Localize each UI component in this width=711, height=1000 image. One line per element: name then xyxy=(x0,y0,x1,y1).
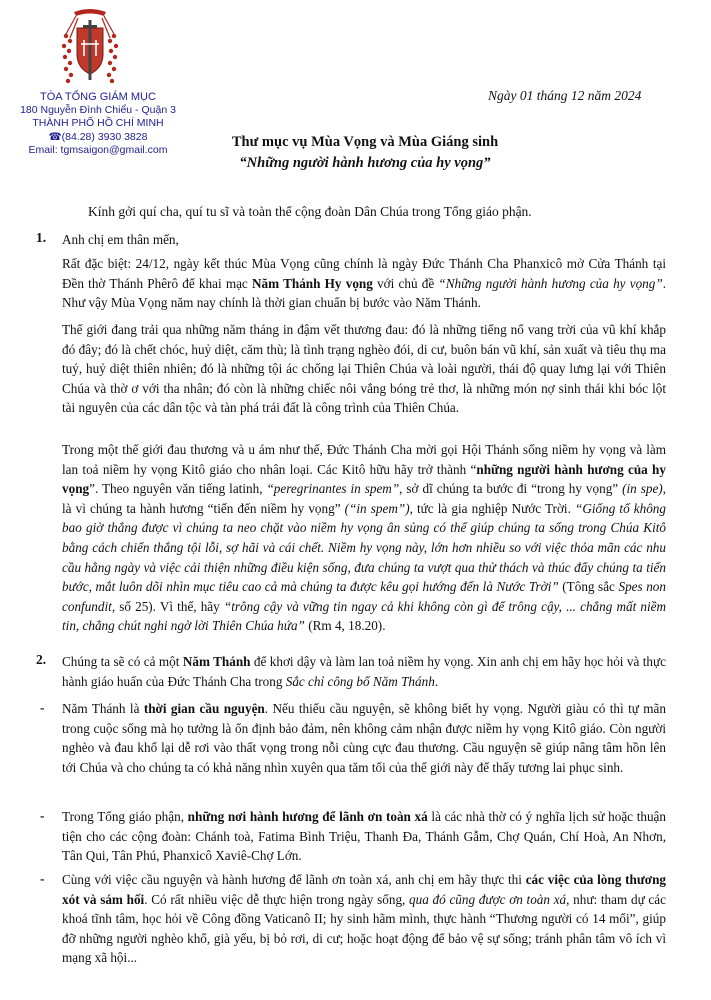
paragraph-jubilee-year: Chúng ta sẽ có cả một Năm Thánh để khơi dậy và làm lan toả niềm hy vọng. Xin anh chị em hãy học hỏi và thực hành giáo huấn của Đức Thánh Cha trong Sắc chỉ công bố Năm Thánh. xyxy=(62,654,666,689)
organization-city: THÀNH PHỐ HỒ CHÍ MINH xyxy=(32,117,164,130)
section-number-1: 1. xyxy=(36,230,47,245)
letter-title: Thư mục vụ Mùa Vọng và Mùa Giáng sinh xyxy=(231,134,499,150)
organization-address: 180 Nguyễn Đình Chiểu - Quận 3 xyxy=(20,104,176,117)
greeting: Kính gởi quí cha, quí tu sĩ và toàn thể cộng đoàn Dân Chúa trong Tổng giáo phận. xyxy=(88,204,532,219)
paragraph-pilgrimage-sites: Trong Tổng giáo phận, những nơi hành hương để lãnh ơn toàn xá là các nhà thờ có ý nghĩa lịch sử hoặc thuận tiện cho các cộng đoàn: Chánh toà, Fatima Bình Triệu, Thanh Đa, Thánh Gẫm, Chợ Quán, Chí Hoà, An Nhơn, Tân Qui, Tân Phú, Phanxicô Xaviê-Chợ Lớn. xyxy=(62,809,666,864)
bullet-dash: - xyxy=(40,700,45,715)
letter-subtitle: “Những người hành hương của hy vọng” xyxy=(239,155,491,171)
organization-phone: ☎(84.28) 3930 3828 xyxy=(48,130,148,143)
paragraph-world-wounds: Thế giới đang trải qua những năm tháng in đậm vết thương đau: đó là những tiếng nổ vang trời của vũ khí khắp đó đây; đó là chết chóc, huỷ diệt, căm thù; là tình trạng nghèo đói, di cư, buôn bán vũ khí, sản xuất và tiêu thụ ma tuý, huỷ diệt thiên nhiên; đó là những tội ác chống lại Thiên Chúa và loài người, thái độ quay lưng lại với Thiên Chúa và thờ ơ với tha nhân; đó còn là những chiếc nôi vắng bóng trẻ thơ, là những món nợ sinh thái khi bóc lột tài nguyên của các dân tộc và tàn phá trái đất là công trình của Thiên Chúa. xyxy=(62,322,666,416)
bullet-dash: - xyxy=(40,808,45,823)
section-number-2: 2. xyxy=(36,652,47,667)
organization-email: Email: tgmsaigon@gmail.com xyxy=(28,143,168,156)
section-1-salutation: Anh chị em thân mến, xyxy=(62,232,179,247)
paragraph-pilgrims-of-hope: Trong một thế giới đau thương và u ám như thế, Đức Thánh Cha mời gọi Hội Thánh sống niềm hy vọng và làm lan toả niềm hy vọng Kitô giáo cho nhân loại. Các Kitô hữu hãy trở thành “những người hành hương của hy vọng”. Theo nguyên văn tiếng latinh, “peregrinantes in spem”, sở dĩ chúng ta bước đi “trong hy vọng” (in spe), là vì chúng ta hành hương “tiến đến niềm hy vọng” (“in spem”), tức là gia nghiệp Nước Trời. “Giống tố không bao giờ thắng được vì chúng ta neo chặt vào niềm hy vọng ân sủng có thể giúp chúng ta sống trong Chúa Kitô bằng cách chiến thắng tội lỗi, sợ hãi và cái chết. Niềm hy vọng này, lớn hơn nhiều so với việc thỏa mãn các nhu cầu hằng ngày và việc cải thiện những điều kiện sống, đưa chúng ta vượt qua thử thách và thúc đẩy chúng ta tiến bước, mắt luôn dõi nhìn mục tiêu cao cả mà chúng ta được kêu gọi hướng đến là Nước Trời” (Tông sắc Spes non confundit, số 25). Vì thế, hãy “trông cậy và vững tin ngay cả khi không còn gì để trông cậy, ... chẳng mất niềm tin, chẳng chút nghi ngờ lời Thiên Chúa hứa” (Rm 4, 18.20). xyxy=(62,442,666,634)
bullet-dash: - xyxy=(40,871,45,886)
paragraph-time-of-prayer: Năm Thánh là thời gian cầu nguyện. Nếu thiếu cầu nguyện, sẽ không biết hy vọng. Người giàu có thì tự mãn trong cuộc sống mà họ tưởng là ổn định bảo đảm, nên không cảm nhận được niềm hy vọng Kitô giáo. Còn người nghèo và đau khổ lại dễ rơi vào thất vọng trong nỗi cùng cực đau thương. Cầu nguyện sẽ giúp nâng tâm hồn lên tới Chúa và cho chúng ta có khả năng nhìn xuyên qua tăm tối của thế giới này để thấy tương lai phục sinh. xyxy=(62,701,667,775)
paragraph-advent-jubilee: Rất đặc biệt: 24/12, ngày kết thúc Mùa Vọng cũng chính là ngày Đức Thánh Cha Phanxicô mở Cửa Thánh tại Đền thờ Thánh Phêrô để khai mạc Năm Thánh Hy vọng với chủ đề “Những người hành hương của hy vọng”. Như vậy Mùa Vọng năm nay chính là thời gian chuẩn bị bước vào Năm Thánh. xyxy=(62,256,666,311)
organization-name: TÒA TỔNG GIÁM MỤC xyxy=(40,91,156,103)
paragraph-works-of-mercy: Cùng với việc cầu nguyện và hành hương để lãnh ơn toàn xá, anh chị em hãy thực thi các việc của lòng thương xót và sám hối. Có rất nhiều việc dễ thực hiện trong ngày sống, qua đó cũng được ơn toàn xá, như: tham dự các khoá tĩnh tâm, học hỏi về Công đồng Vaticanô II; hy sinh hãm mình, thực hành “Thương người có 14 mối”, giúp đỡ những người nghèo khổ, già yếu, bị bỏ rơi, di cư; hoặc hoạt động để bảo vệ sự sống; tránh phân tâm vô ích vì mạng xã hội... xyxy=(62,872,666,966)
archdiocese-crest-icon xyxy=(60,6,120,88)
letter-date: Ngày 01 tháng 12 năm 2024 xyxy=(488,88,642,103)
